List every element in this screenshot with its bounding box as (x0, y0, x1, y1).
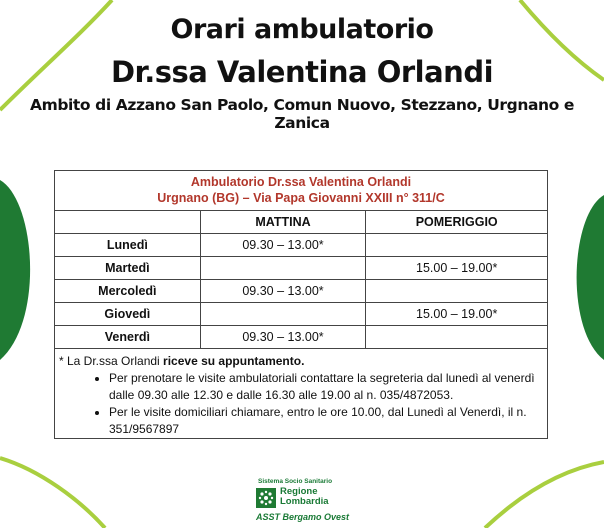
day-cell: Martedì (55, 257, 201, 280)
afternoon-cell (366, 280, 548, 303)
page-title-line2: Dr.ssa Valentina Orlandi (110, 55, 494, 89)
table-row (55, 303, 548, 326)
morning-cell (200, 257, 366, 280)
right-green-shape (577, 195, 604, 360)
afternoon-cell: 15.00 – 19.00* (366, 257, 548, 280)
schedule-document (54, 170, 548, 439)
note-bold: riceve su appuntamento. (163, 354, 305, 368)
bottom-right-arc (485, 462, 604, 528)
day-cell: Giovedì (55, 303, 201, 326)
morning-cell: 09.30 – 13.00* (200, 326, 366, 349)
column-header-morning: MATTINA (200, 211, 366, 234)
footer-system-label: Sistema Socio Sanitario (258, 478, 333, 485)
column-header-afternoon: POMERIGGIO (366, 211, 548, 234)
morning-cell: 09.30 – 13.00* (200, 280, 366, 303)
morning-cell: 09.30 – 13.00* (200, 234, 366, 257)
afternoon-cell: 15.00 – 19.00* (366, 303, 548, 326)
column-header-row (55, 211, 548, 234)
notes-list (59, 370, 541, 438)
region-line1: Regione (280, 486, 318, 497)
notes-box (54, 349, 548, 439)
regione-lombardia-logo-icon (256, 488, 276, 508)
table-row (55, 257, 548, 280)
schedule-table (54, 170, 548, 349)
day-cell: Mercoledì (55, 280, 201, 303)
table-row (55, 280, 548, 303)
note-prefix: * La Dr.ssa Orlandi (59, 354, 164, 368)
table-heading (55, 171, 548, 211)
table-row (55, 234, 548, 257)
region-line2: Lombardia (280, 496, 329, 507)
bottom-left-arc (0, 458, 105, 528)
footer-asst-label: ASST Bergamo Ovest (256, 512, 350, 522)
afternoon-cell (366, 326, 548, 349)
table-row (55, 326, 548, 349)
heading-line2: Urgnano (BG) – Via Papa Giovanni XXIII n° 311/C (157, 191, 445, 205)
list-item: • Per le visite domiciliari chiamare, entro le ore 10.00, dal Lunedì al Venerdì, il n. 351/9567897 (109, 404, 541, 438)
list-item: • Per prenotare le visite ambulatoriali contattare la segreteria dal lunedì al venerdì dalle 09.30 alle 12.30 e dalle 16.30 alle 19.00 al n. 035/4872053. (109, 370, 541, 404)
morning-cell (200, 303, 366, 326)
table-heading-row (55, 171, 548, 211)
page-title-line1: Orari ambulatorio (170, 14, 434, 45)
footer-region-name (280, 487, 329, 507)
day-cell: Venerdì (55, 326, 201, 349)
afternoon-cell (366, 234, 548, 257)
heading-line1: Ambulatorio Dr.ssa Valentina Orlandi (190, 175, 412, 189)
empty-header-cell (55, 211, 201, 234)
appointment-note (59, 353, 541, 370)
day-cell: Lunedì (55, 234, 201, 257)
page-subtitle: Ambito di Azzano San Paolo, Comun Nuovo, Stezzano, Urgnano e Zanica (29, 96, 575, 132)
left-green-shape (0, 180, 30, 360)
